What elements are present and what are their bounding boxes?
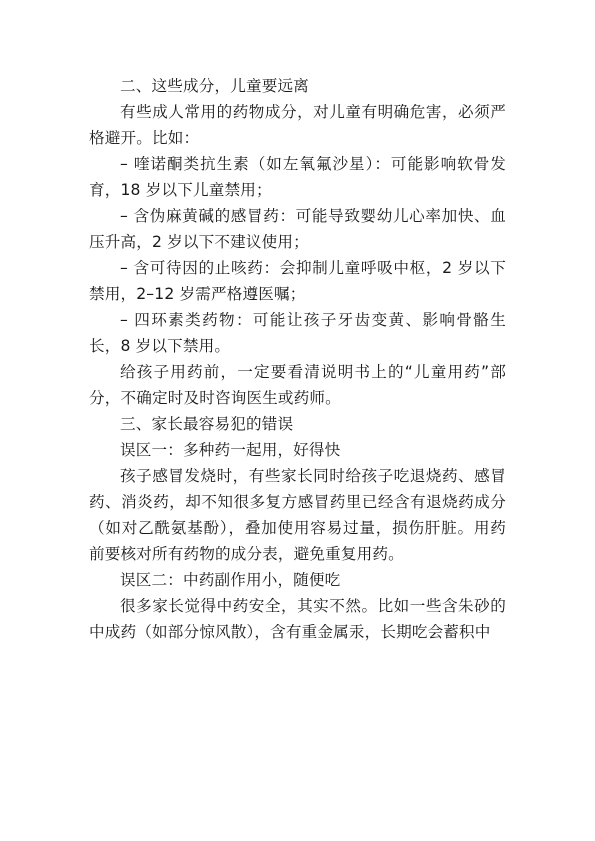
section-heading-3: 三、家长最容易犯的错误	[120, 415, 294, 433]
intro-paragraph: 有些成人常用的药物成分，对儿童有明确危害，必须严格避开。比如：	[89, 103, 506, 147]
section-heading-2: 二、这些成分，儿童要远离	[120, 77, 309, 95]
list-item-pseudoephedrine: – 含伪麻黄碱的感冒药：可能导致婴幼儿心率加快、血压升高，2 岁以下不建议使用；	[89, 207, 506, 251]
myth-2-title: 误区二：中药副作用小，随便吃	[120, 571, 341, 589]
myth-2-body: 很多家长觉得中药安全，其实不然。比如一些含朱砂的中成药（如部分惊风散），含有重金属汞，长期吃会蓄积中	[89, 597, 506, 641]
myth-1-title: 误区一：多种药一起用，好得快	[120, 441, 341, 459]
advice-paragraph: 给孩子用药前，一定要看清说明书上的“儿童用药”部分，不确定时及时咨询医生或药师。	[89, 363, 506, 407]
list-item-codeine: – 含可待因的止咳药：会抑制儿童呼吸中枢，2 岁以下禁用，2–12 岁需严格遵医嘱；	[89, 259, 506, 303]
myth-1-body: 孩子感冒发烧时，有些家长同时给孩子吃退烧药、感冒药、消炎药，却不知很多复方感冒药里已经含有退烧药成分（如对乙酰氨基酚），叠加使用容易过量，损伤肝脏。用药前要核对所有药物的成分表，避免重复用药。	[89, 467, 506, 563]
list-item-tetracycline: – 四环素类药物：可能让孩子牙齿变黄、影响骨骼生长，8 岁以下禁用。	[89, 311, 506, 355]
list-item-quinolones: – 喹诺酮类抗生素（如左氧氟沙星）：可能影响软骨发育，18 岁以下儿童禁用；	[89, 155, 506, 199]
document-page	[89, 73, 506, 645]
